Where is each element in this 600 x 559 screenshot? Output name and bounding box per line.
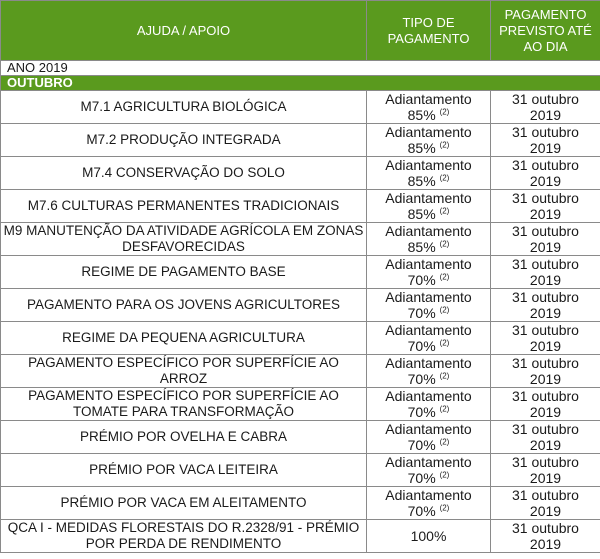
footnote-ref: (2) [439,272,450,282]
date-day-month: 31 outubro [512,190,579,206]
date-day-month: 31 outubro [512,157,579,173]
payment-percent: 70% [407,272,436,288]
payment-type-label: Adiantamento [385,157,472,173]
date-year: 2019 [529,470,562,486]
payment-type-label: Adiantamento [385,421,472,437]
footnote-ref: (2) [439,239,450,249]
payment-type-label: Adiantamento [385,289,472,305]
date-year: 2019 [529,272,562,288]
date-day-month: 31 outubro [512,520,579,536]
payment-percent: 70% [407,371,436,387]
payment-percent: 70% [407,503,436,519]
date-day-month: 31 outubro [512,91,579,107]
payment-percent: 85% [407,107,436,123]
expected-date [491,223,600,256]
payment-type-label: Adiantamento [385,256,472,272]
expected-date [491,256,600,289]
month-row [1,76,600,91]
table-row [1,520,600,553]
date-year: 2019 [529,536,562,552]
footnote-ref: (2) [439,470,450,480]
payment-type-label: Adiantamento [385,487,472,503]
footnote-ref: (2) [439,206,450,216]
date-year: 2019 [529,206,562,222]
payment-percent: 100% [410,528,447,544]
expected-date [491,454,600,487]
payment-percent: 85% [407,140,436,156]
payment-percent: 70% [407,404,436,420]
aid-name: REGIME DE PAGAMENTO BASE [1,256,367,289]
table-row [1,487,600,520]
aid-name: REGIME DA PEQUENA AGRICULTURA [1,322,367,355]
payment-type [367,487,491,520]
date-day-month: 31 outubro [512,421,579,437]
payment-percent: 85% [407,206,436,222]
date-year: 2019 [529,371,562,387]
payment-type-label: Adiantamento [385,355,472,371]
aid-name: M7.4 CONSERVAÇÃO DO SOLO [1,157,367,190]
aid-name: M7.2 PRODUÇÃO INTEGRADA [1,124,367,157]
payment-type [367,223,491,256]
expected-date [491,421,600,454]
date-year: 2019 [529,503,562,519]
payment-type [367,388,491,421]
date-day-month: 31 outubro [512,223,579,239]
date-day-month: 31 outubro [512,454,579,470]
expected-date [491,520,600,553]
footnote-ref: (2) [439,503,450,513]
date-day-month: 31 outubro [512,487,579,503]
footnote-ref: (2) [439,140,450,150]
payment-type [367,322,491,355]
expected-date [491,355,600,388]
date-day-month: 31 outubro [512,355,579,371]
footnote-ref: (2) [439,371,450,381]
date-year: 2019 [529,338,562,354]
aid-name: M9 MANUTENÇÃO DA ATIVIDADE AGRÍCOLA EM ZONAS DESFAVORECIDAS [1,223,367,256]
table-row [1,124,600,157]
payment-percent: 70% [407,305,436,321]
aid-name: PAGAMENTO ESPECÍFICO POR SUPERFÍCIE AO TOMATE PARA TRANSFORMAÇÃO [1,388,367,421]
payment-type-label: Adiantamento [385,454,472,470]
payment-type-label: Adiantamento [385,322,472,338]
header-aid: AJUDA / APOIO [1,1,367,61]
date-year: 2019 [529,107,562,123]
expected-date [491,124,600,157]
payment-percent: 70% [407,470,436,486]
header-payment-type: TIPO DE PAGAMENTO [367,1,491,61]
year-row [1,61,600,76]
table-row [1,454,600,487]
table-row [1,223,600,256]
payment-percent: 70% [407,338,436,354]
table-row [1,388,600,421]
payment-type [367,355,491,388]
aid-name: QCA I - MEDIDAS FLORESTAIS DO R.2328/91 - PRÉMIO POR PERDA DE RENDIMENTO [1,520,367,553]
payment-percent: 70% [407,437,436,453]
aid-name: M7.6 CULTURAS PERMANENTES TRADICIONAIS [1,190,367,223]
expected-date [491,190,600,223]
expected-date [491,91,600,124]
table-row [1,157,600,190]
payment-type-label: Adiantamento [385,388,472,404]
aid-name: PAGAMENTO ESPECÍFICO POR SUPERFÍCIE AO ARROZ [1,355,367,388]
payment-type-label: Adiantamento [385,91,472,107]
payment-type [367,157,491,190]
date-year: 2019 [529,437,562,453]
footnote-ref: (2) [439,107,450,117]
aid-name: PRÉMIO POR VACA LEITEIRA [1,454,367,487]
payment-type [367,289,491,322]
year-label: ANO 2019 [1,61,600,76]
table-row [1,190,600,223]
payment-percent: 85% [407,173,436,189]
footnote-ref: (2) [439,338,450,348]
date-year: 2019 [529,239,562,255]
aid-name: PAGAMENTO PARA OS JOVENS AGRICULTORES [1,289,367,322]
date-day-month: 31 outubro [512,289,579,305]
payment-type [367,91,491,124]
table-row [1,421,600,454]
footnote-ref: (2) [439,437,450,447]
table-row [1,289,600,322]
table-row [1,322,600,355]
aid-name: PRÉMIO POR VACA EM ALEITAMENTO [1,487,367,520]
table-row [1,91,600,124]
header-expected-date: PAGAMENTO PREVISTO ATÉ AO DIA [491,1,600,61]
date-day-month: 31 outubro [512,388,579,404]
expected-date [491,157,600,190]
footnote-ref: (2) [439,404,450,414]
date-year: 2019 [529,173,562,189]
expected-date [491,289,600,322]
date-year: 2019 [529,140,562,156]
expected-date [491,388,600,421]
aid-name: M7.1 AGRICULTURA BIOLÓGICA [1,91,367,124]
date-day-month: 31 outubro [512,256,579,272]
payment-type [367,256,491,289]
footnote-ref: (2) [439,305,450,315]
payment-type [367,124,491,157]
footnote-ref: (2) [439,173,450,183]
date-day-month: 31 outubro [512,322,579,338]
payment-type-label: Adiantamento [385,223,472,239]
date-year: 2019 [529,404,562,420]
date-year: 2019 [529,305,562,321]
expected-date [491,322,600,355]
payment-type [367,454,491,487]
table-row [1,355,600,388]
month-label: OUTUBRO [1,76,600,91]
header-row [1,1,600,61]
aid-name: PRÉMIO POR OVELHA E CABRA [1,421,367,454]
payment-type [367,421,491,454]
payment-percent: 85% [407,239,436,255]
expected-date [491,487,600,520]
payment-type-label: Adiantamento [385,124,472,140]
payment-type-label: Adiantamento [385,190,472,206]
payment-type [367,520,491,553]
payment-type [367,190,491,223]
table-row [1,256,600,289]
date-day-month: 31 outubro [512,124,579,140]
